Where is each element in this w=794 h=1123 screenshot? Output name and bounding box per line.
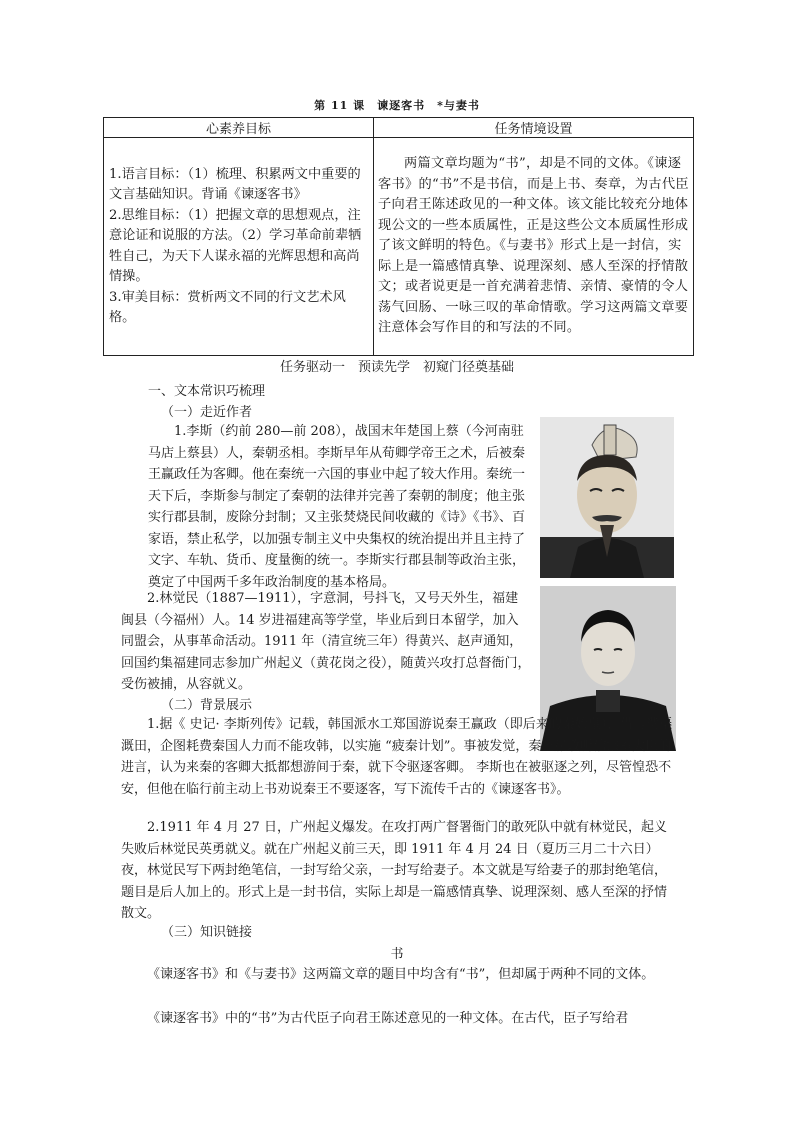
- goals-table: [103, 117, 694, 356]
- sub3-heading: （三）知识链接: [161, 925, 253, 940]
- author-lisi-number: 1.: [174, 424, 187, 439]
- task-text: 两篇文章均题为“书”，却是不同的文体。《谏逐客书》的“书”不是书信，而是上书、奏章，为古代臣子向君王陈述政见的一种文体。该文能比较充分地体现公文的一些本质属性，正是这些公文本质属性形成了该文鲜明的特色。《与妻书》形式上是一封信，实际上是一篇感情真挚、说理深刻、感人至深的抒情散文；或者说更是一首充满着悲情、亲情、豪情的令人荡气回肠、一咏三叹的革命情歌。学习这两篇文章要注意体会写作目的和写法的不同。: [378, 156, 689, 336]
- part1-heading: 一、文本常识巧梳理: [148, 384, 266, 399]
- goal-thinking: 2.思维目标：（1）把握文章的思想观点，注意论证和说服的方法。（2）学习革命前辈牺牲自己，为天下人谋永福的光辉思想和高尚情操。: [109, 207, 362, 284]
- goals-header: 心素养目标: [104, 118, 374, 138]
- sub2-heading: （二）背景展示: [161, 698, 253, 713]
- sub1-heading: （一）走近作者: [161, 405, 253, 420]
- goal-language: 1.语言目标：（1）梳理、积累两文中重要的文言基础知识。背诵《谏逐客书》: [109, 166, 361, 202]
- task-cell: [374, 138, 694, 356]
- lesson-title: 第 11 课 谏逐客书 *与妻书: [314, 99, 480, 112]
- link-paragraph-1: 《谏逐客书》和《与妻书》这两篇文章的题目中均含有“书”，但却属于两种不同的文体。: [147, 967, 655, 982]
- li-si-portrait: [540, 417, 674, 578]
- section-title: 任务驱动一 预读先学 初窥门径奠基础: [279, 360, 514, 375]
- author-ljm-text: 林觉民（1887—1911），字意洞，号抖飞，又号天外生，福建闽县（今福州）人。14 岁进福建高等学堂，毕业后到日本留学，加入同盟会，从事革命活动。1911 年（清宣统三年）得黄兴、赵声通知，回国约集福建同志参加广州起义（黄花岗之役），随黄兴攻打总督衙门，受伤被捕，从容就义。: [121, 591, 531, 692]
- goal-aesthetic: 3.审美目标：赏析两文不同的行文艺术风格。: [109, 289, 346, 325]
- author-lisi: [148, 421, 526, 593]
- goals-cell: [104, 138, 374, 356]
- background-2: 2.1911 年 4 月 27 日，广州起义爆发。在攻打两广督署衙门的敢死队中就有林觉民，起义失败后林觉民英勇就义。就在广州起义前三天，即 1911 年 4 月 24 日（夏历三月二十六日）夜，林觉民写下两封绝笔信，一封写给父亲，一封写给妻子。本文就是写给妻子的那封绝笔信，题目是后人加上的。形式上是一封书信，实际上却是一篇感情真挚、说理深刻、感人至深的抒情散文。: [121, 820, 668, 921]
- author-lisi-text: 李斯（约前 280—前 208），战国末年楚国上蔡（今河南驻马店上蔡县）人，秦朝丞相。李斯早年从荀卿学帝王之术，后被秦王赢政任为客卿。他在秦统一六国的事业中起了较大作用。秦统一天下后，李斯参与制定了秦朝的法律并完善了秦朝的制度；他主张实行郡县制，废除分封制；又主张焚烧民间收藏的《诗》《书》、百家语，禁止私学，以加强专制主义中央集权的统治提出并且主持了文字、车轨、货币、度量衡的统一。李斯实行郡县制等政治主张，奠定了中国两千多年政治制度的基本格局。: [148, 424, 526, 590]
- task-header: 任务情境设置: [374, 118, 694, 138]
- link-paragraph-2: 《谏逐客书》中的“书”为古代臣子向君王陈述意见的一种文体。在古代，臣子写给君: [147, 1011, 629, 1026]
- link-title: 书: [390, 947, 404, 962]
- author-ljm: [121, 588, 531, 696]
- background-1: 1.据《 史记· 李斯列传》记载，韩国派水工郑国游说秦王赢政（即后来的秦始皇），借言凿渠溉田，企图耗费秦国人力而不能攻韩，以实施 “疲秦计划”。事被发觉，秦王赢政听信宗室大臣的进言，认为来秦的客卿大抵都想游间于秦，就下令驱逐客卿。 李斯也在被驱逐之列，尽管惶恐不安，但他在临行前主动上书劝说秦王不要逐客，写下流传千古的《谏逐客书》。: [121, 717, 673, 797]
- author-ljm-number: 2.: [147, 591, 160, 606]
